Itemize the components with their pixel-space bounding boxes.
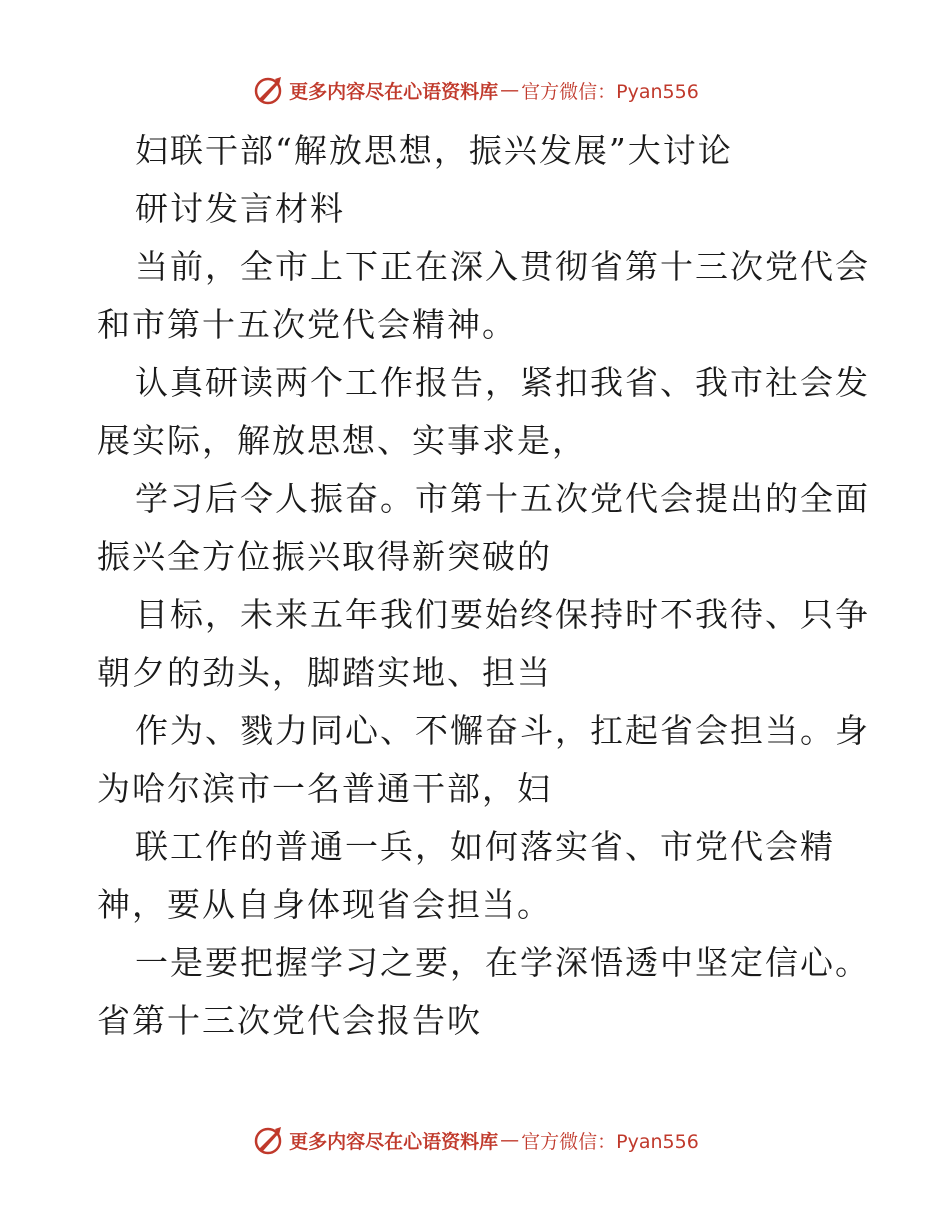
doc-line: 学习后令人振奋。市第十五次党代会提出的全面 xyxy=(135,479,870,518)
doc-line: 作为、戮力同心、不懈奋斗，扛起省会担当。身 xyxy=(135,711,870,750)
doc-line: 省第十三次党代会报告吹 xyxy=(97,1001,482,1040)
watermark-wechat-text: 官方微信：Pyan556 xyxy=(521,1130,699,1153)
watermark-wechat-text: 官方微信：Pyan556 xyxy=(521,80,699,103)
watermark-separator: — xyxy=(500,1129,520,1151)
doc-line: 振兴全方位振兴取得新突破的 xyxy=(97,537,552,576)
watermark-site-text: 更多内容尽在心语资料库 xyxy=(289,1130,499,1153)
doc-line: 和市第十五次党代会精神。 xyxy=(97,305,517,344)
doc-line: 妇联干部“解放思想，振兴发展”大讨论 xyxy=(135,131,733,170)
watermark-separator: — xyxy=(500,79,520,101)
doc-line: 当前，全市上下正在深入贯彻省第十三次党代会 xyxy=(135,247,870,286)
doc-line: 认真研读两个工作报告，紧扣我省、我市社会发 xyxy=(135,363,870,402)
document-body xyxy=(97,122,870,1050)
doc-line: 展实际，解放思想、实事求是， xyxy=(97,421,587,460)
doc-line: 一是要把握学习之要，在学深悟透中坚定信心。 xyxy=(135,943,870,982)
doc-line: 为哈尔滨市一名普通干部，妇 xyxy=(97,769,552,808)
doc-line: 朝夕的劲头，脚踏实地、担当 xyxy=(97,653,552,692)
doc-line: 神，要从自身体现省会担当。 xyxy=(97,885,552,924)
doc-line: 联工作的普通一兵，如何落实省、市党代会精 xyxy=(135,827,835,866)
quill-logo-icon xyxy=(251,1123,285,1157)
doc-line: 目标，未来五年我们要始终保持时不我待、只争 xyxy=(135,595,870,634)
doc-line: 研讨发言材料 xyxy=(135,189,345,228)
footer-watermark xyxy=(0,1120,950,1160)
header-watermark xyxy=(0,70,950,110)
watermark-site-text: 更多内容尽在心语资料库 xyxy=(289,80,499,103)
quill-logo-icon xyxy=(251,73,285,107)
